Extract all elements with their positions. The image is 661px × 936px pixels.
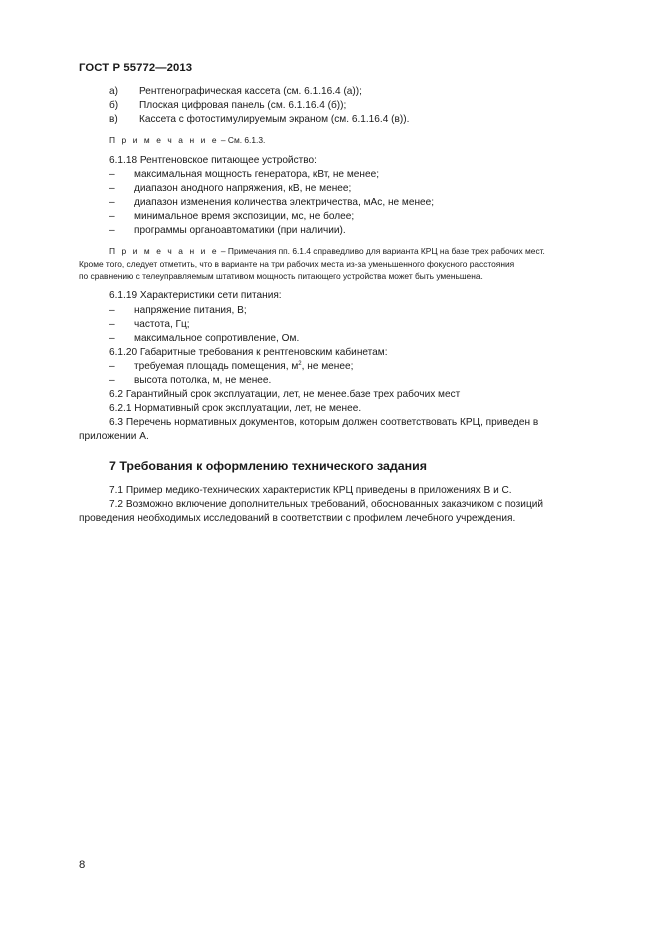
- dash-marker: –: [109, 225, 115, 237]
- list-text: программы органоавтоматики (при наличии).: [134, 225, 346, 237]
- list-item: [79, 304, 614, 318]
- list-item: [79, 360, 614, 374]
- dash-marker: –: [109, 168, 115, 180]
- list-text: частота, Гц;: [134, 318, 190, 330]
- list-text: Кассета с фотостимулируемым экраном (см. 6.1.16.4 (в)).: [139, 114, 410, 126]
- note-text-line: – Примечания пп. 6.1.4 справедливо для варианта КРЦ на базе трех рабочих мест.: [218, 246, 545, 257]
- dash-marker: –: [109, 332, 115, 344]
- note-label: П р и м е ч а н и е: [109, 135, 219, 146]
- list-item: [79, 196, 614, 210]
- list-item: [79, 182, 614, 196]
- note-label: П р и м е ч а н и е: [109, 246, 219, 257]
- list-item: [79, 318, 614, 332]
- list-text: диапазон изменения количества электричества, мАс, не менее;: [134, 196, 435, 208]
- clause-6-1-19-title: 6.1.19 Характеристики сети питания:: [109, 290, 282, 302]
- list-item: [79, 224, 614, 238]
- dash-marker: –: [109, 375, 115, 387]
- page-number: 8: [79, 859, 86, 871]
- list-item: [79, 168, 614, 182]
- list-text: высота потолка, м, не менее.: [134, 375, 272, 387]
- note-1: [79, 134, 614, 146]
- list-marker: а): [109, 86, 118, 97]
- list-text: максимальная мощность генератора, кВт, не менее;: [134, 168, 380, 180]
- list-text: диапазон анодного напряжения, кВ, не менее;: [134, 182, 352, 194]
- list-marker: б): [109, 100, 119, 112]
- clause-6-3: 6.3 Перечень нормативных документов, которым должен соответствовать КРЦ, приведен в приложении А.: [79, 417, 539, 443]
- clause-7-1: 7.1 Пример медико-технических характеристик КРЦ приведены в приложениях В и С.: [109, 484, 512, 496]
- clause-6-1-18-title: 6.1.18 Рентгеновское питающее устройство:: [109, 154, 317, 166]
- list-text: Плоская цифровая панель (см. 6.1.16.4 (б));: [139, 100, 347, 112]
- clause-6-2: 6.2 Гарантийный срок эксплуатации, лет, не менее.базе трех рабочих мест: [109, 389, 461, 401]
- section-7-title: 7 Требования к оформлению технического задания: [109, 458, 428, 473]
- list-item: [79, 332, 614, 346]
- clause-7-2: 7.2 Возможно включение дополнительных требований, обоснованных заказчиком с позиций проведения необходимых исследований в соответствии с профилем лечебного учреждения.: [79, 498, 544, 524]
- dash-marker: –: [109, 196, 115, 208]
- note-text-line: Кроме того, следует отметить, что в варианте на три рабочих места из-за уменьшенного фокусного расстояния: [79, 258, 515, 269]
- list-text: напряжение питания, В;: [134, 304, 247, 316]
- superscript: 2: [298, 360, 302, 367]
- list-item: [79, 113, 614, 127]
- note-text: – См. 6.1.3.: [218, 135, 266, 146]
- clause-6-2-1: 6.2.1 Нормативный срок эксплуатации, лет, не менее.: [109, 403, 362, 415]
- list-item: [79, 99, 614, 113]
- document-code: ГОСТ Р 55772—2013: [79, 62, 193, 74]
- dash-marker: –: [109, 211, 115, 223]
- list-text: Рентгенографическая кассета (см. 6.1.16.4 (а));: [139, 86, 362, 97]
- list-text: минимальное время экспозиции, мс, не более;: [134, 211, 355, 223]
- dash-marker: –: [109, 360, 115, 372]
- list-item: [79, 374, 614, 388]
- dash-marker: –: [109, 304, 115, 316]
- dash-marker: –: [109, 182, 115, 194]
- list-item: [79, 85, 614, 99]
- list-text: требуемая площадь помещения, $м^2$, не менее;: [134, 360, 354, 372]
- list-marker: в): [109, 114, 118, 126]
- dash-marker: –: [109, 318, 115, 330]
- page-content: [79, 85, 614, 526]
- list-item: [79, 210, 614, 224]
- list-text: максимальное сопротивление, Ом.: [134, 332, 300, 344]
- clause-6-1-20-title: 6.1.20 Габаритные требования к рентгеновским кабинетам:: [109, 346, 388, 358]
- note-2: [79, 245, 614, 282]
- note-text-line: по сравнению с телеуправляемым штативом мощность питающего устройства может быть уменьшена.: [79, 271, 483, 282]
